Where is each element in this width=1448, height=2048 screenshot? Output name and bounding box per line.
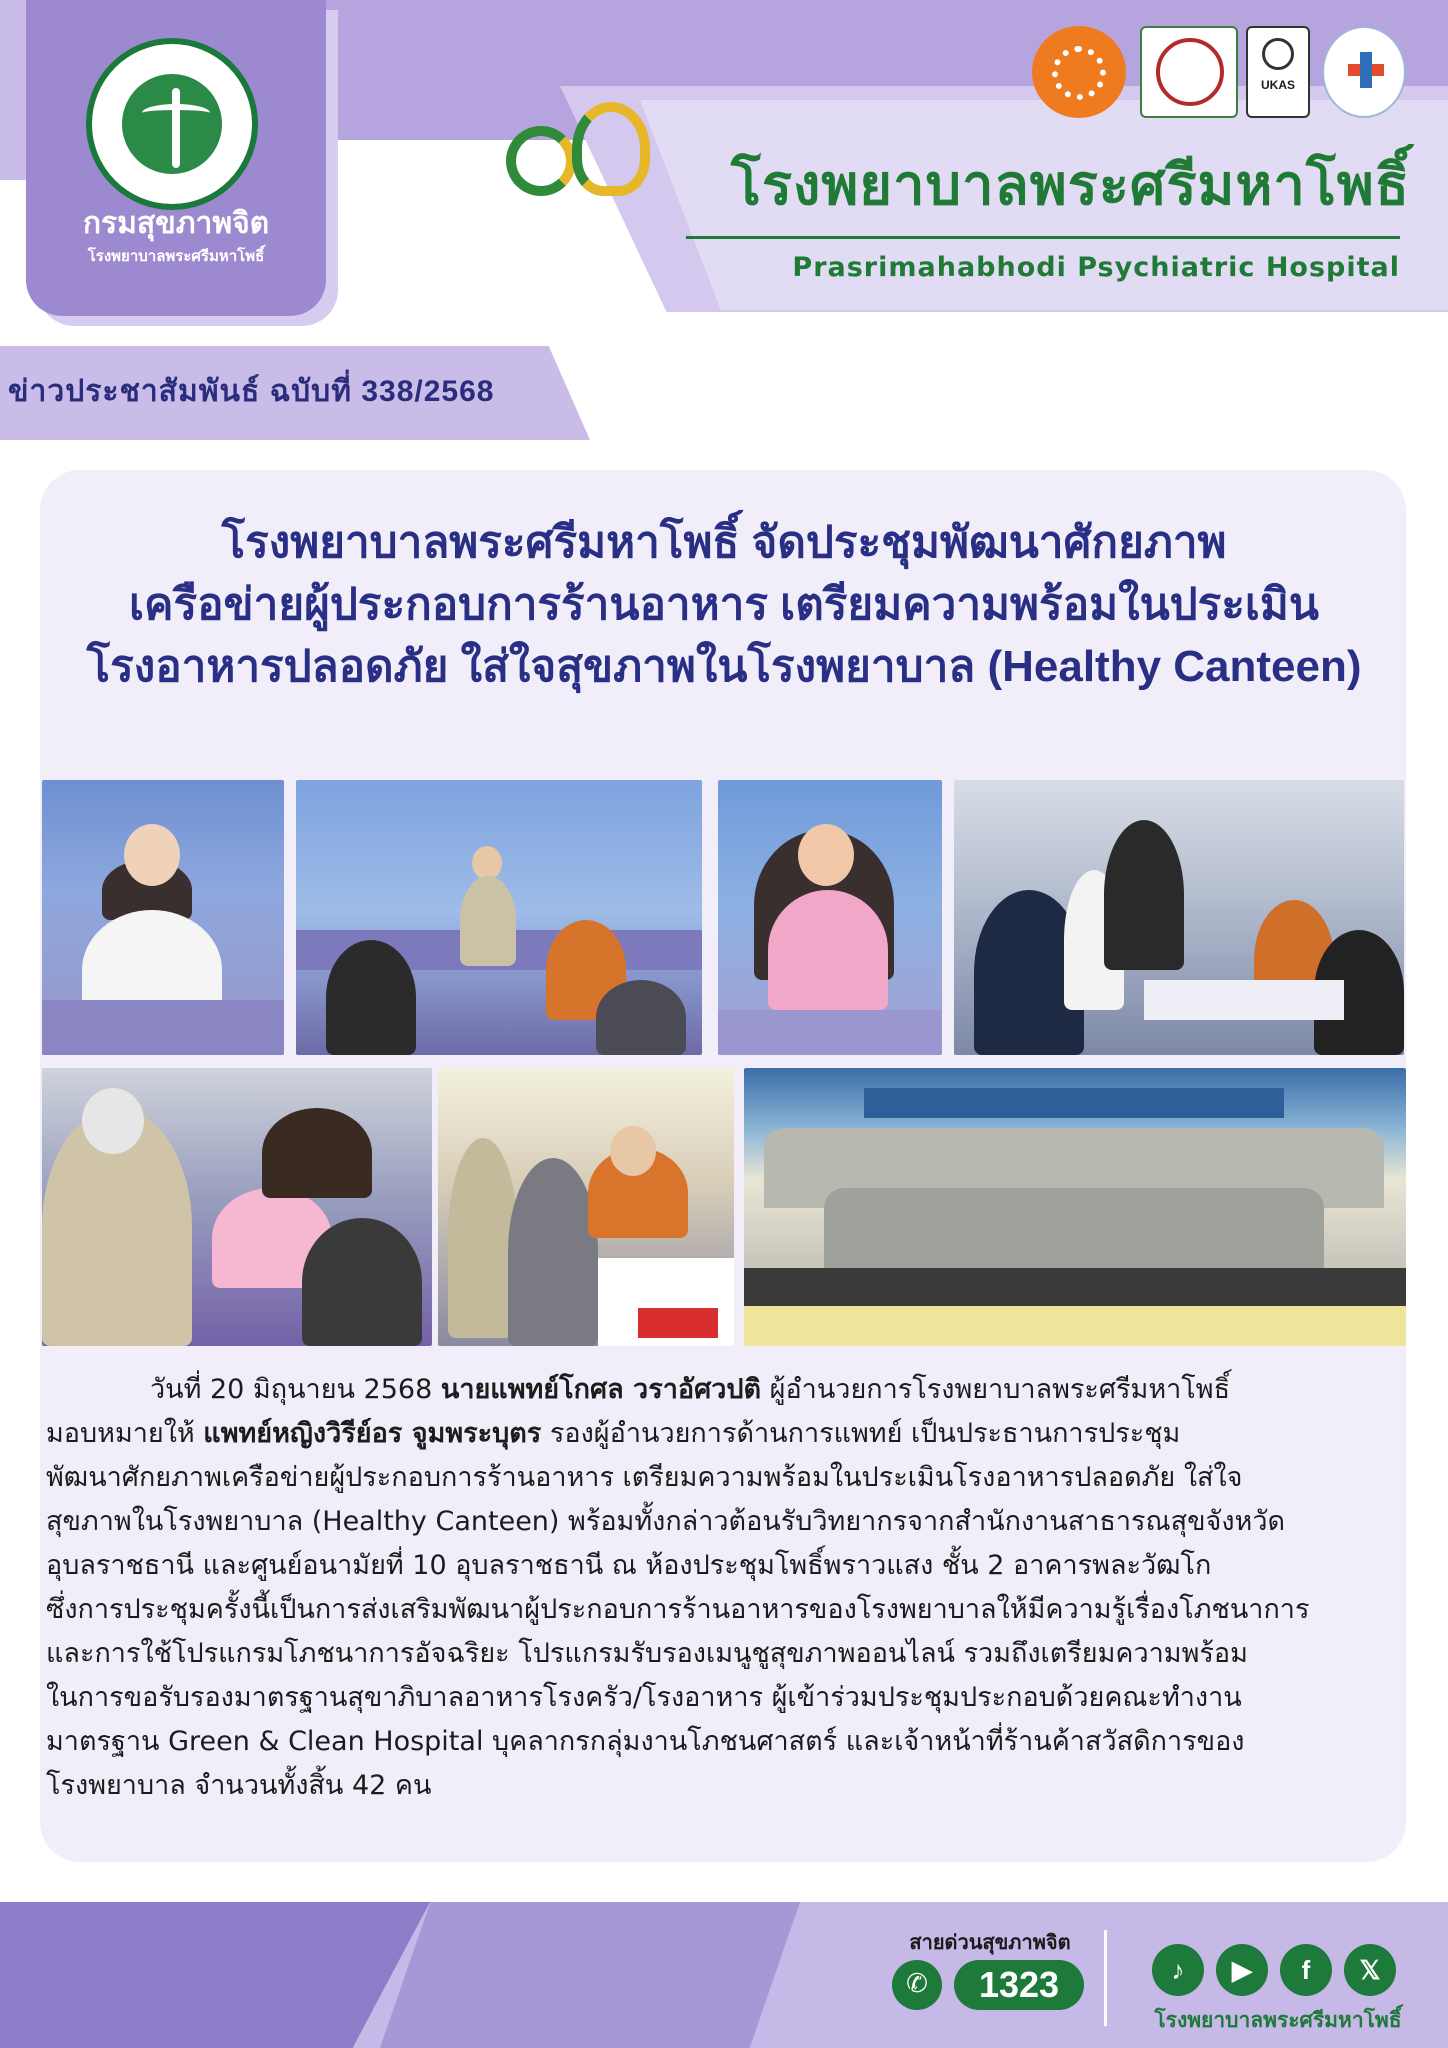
body-line: อุบลราชธานี และศูนย์อนามัยที่ 10 อุบลราชธานี ณ ห้องประชุมโพธิ์พราวแสง ชั้น 2 อาคารพละวัฒโก xyxy=(46,1550,1212,1581)
body-line: ในการขอรับรองมาตรฐานสุขาภิบาลอาหารโรงครัว/โรงอาหาร ผู้เข้าร่วมประชุมประกอบด้วยคณะทำงาน xyxy=(46,1682,1242,1713)
certification-logos xyxy=(1032,26,1412,118)
body-line: และการใช้โปรแกรมโภชนาการอัจฉริยะ โปรแกรมรับรองเมนูชูสุขภาพออนไลน์ รวมถึงเตรียมความพร้อม xyxy=(46,1638,1248,1669)
news-body xyxy=(46,1368,1406,1808)
body-line: สุขภาพในโรงพยาบาล (Healthy Canteen) พร้อมทั้งกล่าวต้อนรับวิทยากรจากสำนักงานสาธารณสุขจังหวัด xyxy=(46,1506,1286,1537)
seal-caduceus xyxy=(172,88,180,168)
department-logo-card xyxy=(26,0,326,316)
hotline-number[interactable]: 1323 xyxy=(954,1960,1084,2010)
footer-dark-shape xyxy=(0,1902,430,2048)
hospital-name-divider xyxy=(686,236,1400,239)
photo-group-discussion xyxy=(954,780,1404,1055)
hotline-label: สายด่วนสุขภาพจิต xyxy=(909,1932,1071,1954)
footer-divider xyxy=(1104,1930,1107,2026)
body-line xyxy=(46,1412,1406,1456)
hospital-name-thai: โรงพยาบาลพระศรีมหาโพธิ์ xyxy=(730,153,1410,216)
ukas-certification-icon xyxy=(1246,26,1310,118)
body-line: โรงพยาบาล จำนวนทั้งสิ้น 42 คน xyxy=(46,1770,432,1801)
footer-mid-shape xyxy=(380,1902,800,2048)
headline-line-3: โรงอาหารปลอดภัย ใส่ใจสุขภาพในโรงพยาบาล (Healthy Canteen) xyxy=(86,642,1362,691)
photo-speaker-microphone xyxy=(718,780,942,1055)
press-release-number: ข่าวประชาสัมพันธ์ ฉบับที่ 338/2568 xyxy=(8,375,495,408)
facebook-icon[interactable]: f xyxy=(1280,1944,1332,1996)
footer-hospital-name: โรงพยาบาลพระศรีมหาโพธิ์ xyxy=(1154,2009,1402,2032)
photo-meeting-room xyxy=(296,780,702,1055)
photo-chair-speaker xyxy=(42,780,284,1055)
body-text-span: ผู้อำนวยการโรงพยาบาลพระศรีมหาโพธิ์ xyxy=(761,1374,1231,1405)
director-name: นายแพทย์โกศล วราอัศวปติ xyxy=(440,1374,762,1405)
photo-table-workshop xyxy=(42,1068,432,1346)
urs-iso-certification-icon xyxy=(1140,26,1238,118)
hospital-name-english: Prasrimahabhodi Psychiatric Hospital xyxy=(792,252,1400,283)
headline-line-2: เครือข่ายผู้ประกอบการร้านอาหาร เตรียมความพร้อมในประเมิน xyxy=(129,580,1319,629)
phone-icon: ✆ xyxy=(892,1960,942,2010)
ukas-label: UKAS xyxy=(1260,78,1295,92)
headline-line-1: โรงพยาบาลพระศรีมหาโพธิ์ จัดประชุมพัฒนาศักยภาพ xyxy=(221,518,1227,567)
seal-center xyxy=(118,70,226,178)
body-line: มาตรฐาน Green & Clean Hospital บุคลากรกลุ่มงานโภชนศาสตร์ และเจ้าหน้าที่ร้านค้าสวัสดิการของ xyxy=(46,1726,1245,1757)
body-line: พัฒนาศักยภาพเครือข่ายผู้ประกอบการร้านอาหาร เตรียมความพร้อมในประเมินโรงอาหารปลอดภัย ใส่ใจ xyxy=(46,1462,1243,1493)
photo-group-picture xyxy=(744,1068,1406,1346)
deputy-director-name: แพทย์หญิงวิรีย์อร จูมพระบุตร xyxy=(203,1418,542,1449)
body-line xyxy=(46,1368,1406,1412)
department-subtitle: โรงพยาบาลพระศรีมหาโพธิ์ xyxy=(87,248,265,265)
dharma-wheel-logo-icon xyxy=(1032,26,1126,118)
body-text-span: รองผู้อำนวยการด้านการแพทย์ เป็นประธานการประชุม xyxy=(541,1418,1181,1449)
body-line: ซึ่งการประชุมครั้งนี้เป็นการส่งเสริมพัฒนาผู้ประกอบการร้านอาหารของโรงพยาบาลให้มีความรู้เรื่องโภชนาการ xyxy=(46,1594,1310,1625)
anniversary-74-emblem-icon xyxy=(506,96,656,206)
youtube-icon[interactable]: ▶ xyxy=(1216,1944,1268,1996)
body-text-span: วันที่ 20 มิถุนายน 2568 xyxy=(150,1374,441,1405)
ministry-public-health-seal-icon xyxy=(86,38,258,210)
x-icon[interactable]: 𝕏 xyxy=(1344,1944,1396,1996)
department-name: กรมสุขภาพจิต xyxy=(82,207,270,240)
body-text-span: มอบหมายให้ xyxy=(46,1418,204,1449)
tiktok-icon[interactable]: ♪ xyxy=(1152,1944,1204,1996)
healthcare-accreditation-icon xyxy=(1322,26,1406,118)
photo-food-demonstration xyxy=(438,1068,734,1346)
news-headline xyxy=(40,512,1408,698)
